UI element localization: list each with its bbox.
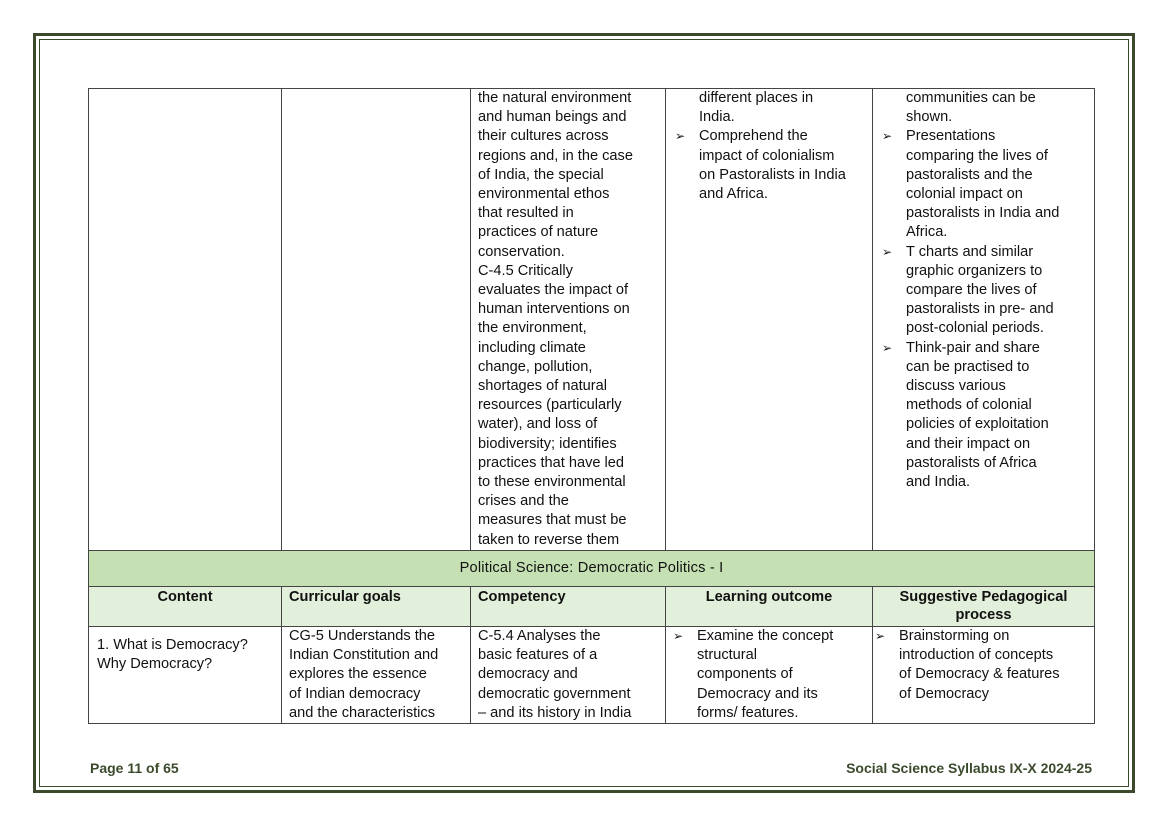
competency-cell [471,627,666,724]
syllabus-table [88,88,1095,724]
text-line: comparing the lives of [906,147,1048,164]
bullet-item [880,339,1094,493]
text-line: Why Democracy? [97,656,213,673]
text-line: of Democracy [899,685,990,702]
text-line: T charts and similar [906,243,1034,260]
text-line: human interventions on [478,301,630,318]
learning-outcome-cell [666,627,873,724]
text-line: water), and loss of [478,416,598,433]
arrow-bullet-icon: ➢ [675,129,686,144]
header-pedagogy-line2: process [955,607,1012,623]
text-line: basic features of a [478,647,598,664]
pedagogy-cell [873,89,1095,551]
text-line: CG-5 Understands the [289,628,436,644]
text-line: different places in [699,90,814,106]
text-line: taken to reverse them [478,531,620,548]
text-line: impact of colonialism [699,147,835,164]
text-line: resources (particularly [478,397,622,414]
competency-cell [471,89,666,551]
bullet-item [673,127,872,204]
text-line: Democracy and its [697,685,818,702]
text-line: and Africa. [699,186,768,203]
bullet-text [899,627,1094,704]
text-line: Brainstorming on [899,628,1010,644]
text-line: forms/ features. [697,704,799,721]
text-line: including climate [478,339,586,356]
text-line: to these environmental [478,474,626,491]
text-line: discuss various [906,378,1006,395]
text-line: and their impact on [906,435,1031,452]
text-line: evaluates the impact of [478,282,629,299]
header-pedagogy [873,587,1095,627]
header-content: Content [89,587,282,627]
text-line: post-colonial periods. [906,320,1044,337]
text-line: C-5.4 Analyses the [478,628,601,644]
text-line: explores the essence [289,666,427,683]
text-line: pastoralists in pre- and [906,301,1054,318]
text-line: components of [697,666,793,683]
bullet-text [906,127,1094,242]
text-line: shown. [906,109,953,126]
text-line: of Indian democracy [289,685,421,702]
text-line: policies of exploitation [906,416,1049,433]
header-learning-outcome: Learning outcome [666,587,873,627]
text-line: practices of nature [478,224,599,241]
bullet-item [873,627,1094,704]
text-line: change, pollution, [478,358,593,375]
bullet-text [906,243,1094,339]
text-line: Examine the concept [697,628,834,644]
footer-page-number: Page 11 of 65 [90,760,179,776]
text-line: of Democracy & features [899,666,1060,683]
arrow-bullet-icon: ➢ [882,244,893,259]
bullet-text [697,627,872,723]
section-title: Political Science: Democratic Politics - I [89,551,1095,587]
text-line: compare the lives of [906,282,1037,299]
text-line: methods of colonial [906,397,1032,414]
curricular-goals-cell [282,627,471,724]
text-line: graphic organizers to [906,262,1043,279]
text-line: their cultures across [478,128,609,145]
text-line: can be practised to [906,358,1030,375]
text-line: practices that have led [478,454,625,471]
text-line: Africa. [906,224,948,241]
text-line: shortages of natural [478,378,607,395]
text-line: introduction of concepts [899,647,1054,664]
text-line: and human beings and [478,109,627,126]
header-row [89,587,1095,627]
text-line: measures that must be [478,512,627,529]
text-line: pastoralists and the [906,166,1033,183]
curricular-goals-cell [282,89,471,551]
text-line: communities can be [906,90,1036,106]
text-line: regions and, in the case [478,147,633,164]
text-line: crises and the [478,493,569,510]
text-line: 1. What is Democracy? [97,637,248,653]
text-line: of India, the special [478,166,604,183]
header-competency: Competency [471,587,666,627]
text-line: democracy and [478,666,578,683]
content-cell [89,89,282,551]
text-line: and the characteristics [289,704,436,721]
text-line: Think-pair and share [906,339,1040,356]
table-row [89,89,1095,551]
arrow-bullet-icon: ➢ [882,340,893,355]
text-line: C-4.5 Critically [478,262,573,279]
text-line: that resulted in [478,205,574,222]
bullet-text [906,339,1094,493]
text-line: conservation. [478,243,565,260]
text-line: Comprehend the [699,128,808,145]
text-line: democratic government [478,685,631,702]
text-line: structural [697,647,758,664]
text-line: and India. [906,474,971,491]
text-line: pastoralists in India and [906,205,1060,222]
section-row [89,551,1095,587]
learning-outcome-cell [666,89,873,551]
text-line: – and its history in India [478,704,632,721]
text-line: colonial impact on [906,186,1023,203]
text-line: India. [699,109,735,126]
bullet-item [880,127,1094,242]
text-line: pastoralists of Africa [906,454,1037,471]
bullet-item [880,243,1094,339]
text-line: on Pastoralists in India [699,166,846,183]
arrow-bullet-icon: ➢ [875,629,886,643]
arrow-bullet-icon: ➢ [673,629,684,643]
bullet-item [671,627,872,723]
footer-title: Social Science Syllabus IX-X 2024-25 [846,760,1092,776]
text-line: Presentations [906,128,996,145]
header-curricular-goals: Curricular goals [282,587,471,627]
header-pedagogy-line1: Suggestive Pedagogical [899,589,1068,605]
text-line: biodiversity; identifies [478,435,617,452]
text-line: environmental ethos [478,186,610,203]
text-line: the natural environment [478,90,632,106]
table-row [89,627,1095,724]
bullet-text [699,127,872,204]
pedagogy-cell [873,627,1095,724]
content-cell [89,627,282,724]
arrow-bullet-icon: ➢ [882,129,893,144]
text-line: Indian Constitution and [289,647,439,664]
text-line: the environment, [478,320,587,337]
